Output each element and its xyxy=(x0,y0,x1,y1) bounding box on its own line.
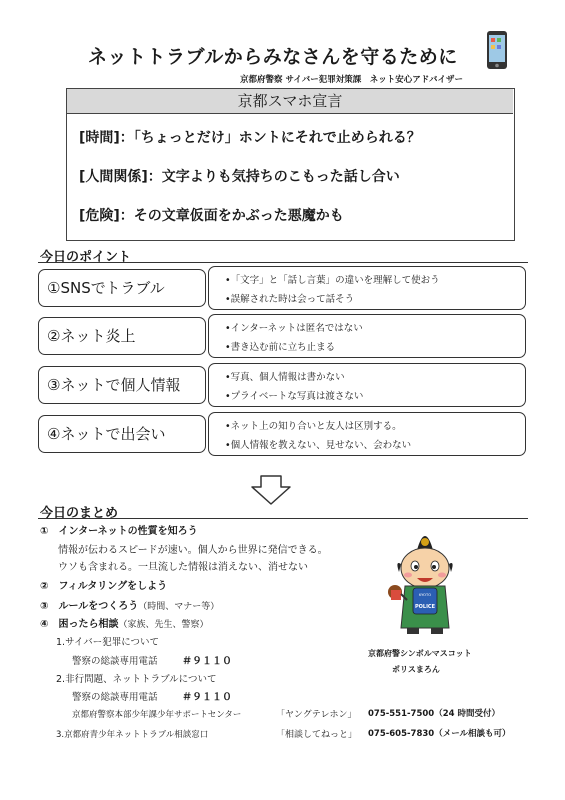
summary-item-3: ③ ルールをつくろう xyxy=(40,601,139,612)
point-3-label: ③ネットで個人情報 xyxy=(38,366,206,404)
summary-divider xyxy=(38,518,528,519)
consult-2-phone: ＃９１１０ xyxy=(182,692,232,703)
point-4-bullet-2: •個人情報を教えない、見せない、会わない xyxy=(225,440,412,451)
consult-2-center-name: 「ヤングテレホン」 xyxy=(276,710,357,720)
smartphone-icon xyxy=(486,30,508,70)
point-1-label: ①SNSでトラブル xyxy=(38,269,206,307)
summary-item-4: ④ 困ったら相談 xyxy=(40,619,119,630)
declaration-line-relations: [人間関係]：文字よりも気持ちのこもった話し合い xyxy=(79,169,400,185)
point-4-label: ④ネットで出会い xyxy=(38,415,206,453)
down-arrow-icon xyxy=(250,475,292,505)
mascot-caption-2: ポリスまろん xyxy=(392,665,440,674)
point-2-bullet-1: •インターネットは匿名ではない xyxy=(225,323,363,334)
declaration-line-danger: [危険]：その文章仮面をかぶった悪魔かも xyxy=(79,208,344,224)
point-3-bullet-1: •写真、個人情報は書かない xyxy=(225,372,345,383)
summary-item-3-row xyxy=(40,597,219,612)
point-4-details xyxy=(208,412,526,456)
mascot-badge-bottom: POLICE xyxy=(414,604,436,610)
declaration-heading: 京都スマホ宣言 xyxy=(67,89,513,114)
consult-2-phone-label: 警察の総談専用電話 xyxy=(72,692,158,703)
summary-item-4-note: （家族、先生、警察） xyxy=(118,620,209,630)
declaration-line-time: [時間]：「ちょっとだけ」ホントにそれで止められる？ xyxy=(79,130,421,146)
summary-item-1: ① インターネットの性質を知ろう xyxy=(40,526,198,537)
summary-item-1-text-1: 情報が伝わるスピードが速い。個人から世界に発信できる。 xyxy=(58,545,328,556)
point-4-bullet-1: •ネット上の知り合いと友人は区別する。 xyxy=(225,421,402,432)
point-2-details xyxy=(208,314,526,358)
police-mascot-image xyxy=(375,520,475,640)
summary-item-1-text-2: ウソも含まれる。一旦流した情報は消えない、消せない xyxy=(58,562,308,573)
page-title: ネットトラブルからみなさんを守るために xyxy=(88,46,458,68)
mascot-badge-top: KYOTO xyxy=(418,593,432,597)
consult-1: 1.サイバー犯罪について xyxy=(56,637,160,648)
point-1-bullet-1: •「文字」と「話し言葉」の違いを理解して使おう xyxy=(225,275,440,286)
page-subtitle: 京都府警察 サイバー犯罪対策課 ネット安心アドバイザー xyxy=(240,75,464,85)
consult-2-center: 京都府警察本部少年課少年サポートセンター xyxy=(72,710,242,720)
summary-item-2: ② フィルタリングをしよう xyxy=(40,581,168,592)
summary-item-3-note: （時間、マナー等） xyxy=(138,602,220,612)
consult-3-name: 「相談してねっと」 xyxy=(276,730,358,740)
point-2-bullet-2: •書き込む前に立ち止まる xyxy=(225,342,336,353)
consult-2-center-phone: 075-551-7500（24 時間受付） xyxy=(368,709,500,719)
consult-3: 3.京都府青少年ネットトラブル相談窓口 xyxy=(56,730,209,740)
summary-title: 今日のまとめ xyxy=(40,506,119,521)
consult-2: 2.非行問題、ネットトラブルについて xyxy=(56,674,217,685)
point-3-bullet-2: •プライベートな写真は渡さない xyxy=(225,391,364,402)
point-3-details xyxy=(208,363,526,407)
consult-1-phone-label: 警察の総談専用電話 xyxy=(72,656,158,667)
points-title: 今日のポイント xyxy=(40,250,132,265)
point-2-label: ②ネット炎上 xyxy=(38,317,206,355)
summary-item-4-row xyxy=(40,615,208,630)
point-1-bullet-2: •誤解された時は会って話そう xyxy=(225,294,355,305)
consult-1-phone: ＃９１１０ xyxy=(182,656,232,667)
declaration-box xyxy=(66,88,515,241)
point-1-details xyxy=(208,266,526,310)
mascot-caption-1: 京都府警シンボルマスコット xyxy=(368,649,472,658)
points-divider xyxy=(38,262,528,263)
consult-3-phone: 075-605-7830（メール相談も可） xyxy=(368,729,511,739)
